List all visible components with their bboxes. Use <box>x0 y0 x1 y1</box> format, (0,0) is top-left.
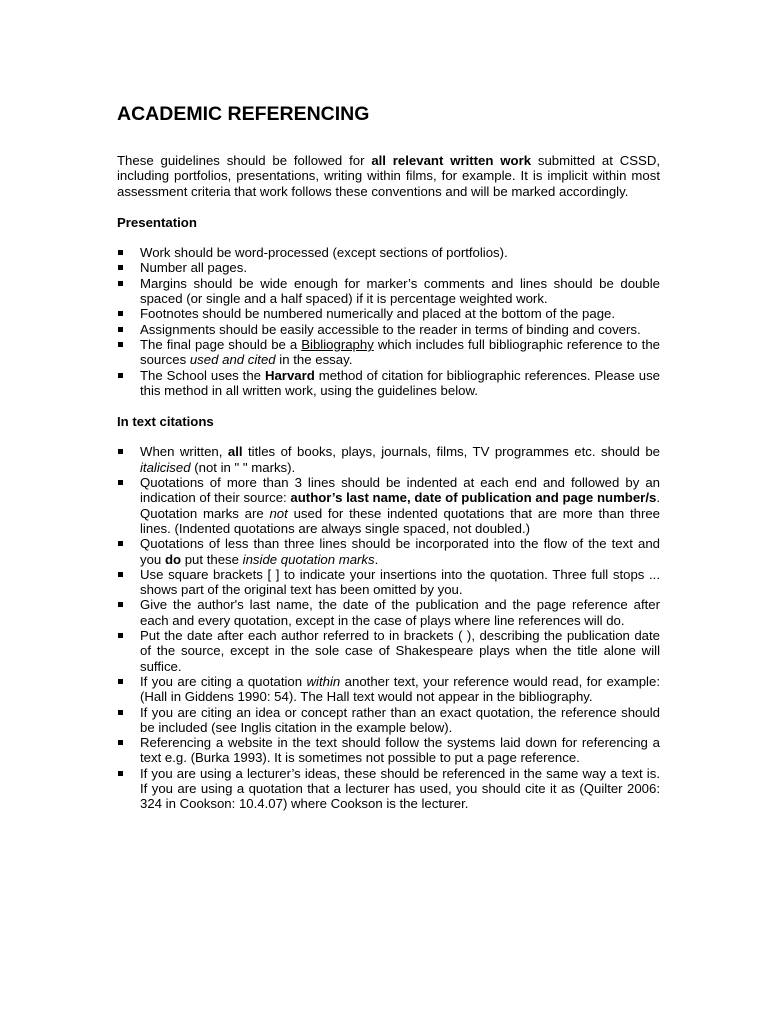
bullet-icon <box>118 633 123 638</box>
section-heading-presentation: Presentation <box>117 214 197 230</box>
list-item: If you are citing a quotation within another text, your reference would read, for example: (Hall in Giddens 1990: 54). The Hall text would not appear in the bibliography. <box>117 674 660 705</box>
bullet-icon <box>118 281 123 286</box>
list-item: Referencing a website in the text should follow the systems laid down for referencing a text e.g. (Burka 1993). It is sometimes not possible to put a page reference. <box>117 735 660 766</box>
list-item: Number all pages. <box>117 260 660 275</box>
citations-list <box>117 444 660 811</box>
bullet-icon <box>118 265 123 270</box>
bullet-icon <box>118 572 123 577</box>
page-title: ACADEMIC REFERENCING <box>117 103 370 125</box>
bullet-icon <box>118 602 123 607</box>
section-heading-in-text-citations: In text citations <box>117 414 214 430</box>
list-item: The School uses the Harvard method of citation for bibliographic references. Please use this method in all written work, using the guidelines below. <box>117 368 660 399</box>
bullet-icon <box>118 449 123 454</box>
list-item: Footnotes should be numbered numerically and placed at the bottom of the page. <box>117 306 660 321</box>
bullet-icon <box>118 250 123 255</box>
list-item: If you are citing an idea or concept rather than an exact quotation, the reference should be included (see Inglis citation in the example below). <box>117 705 660 736</box>
bullet-icon <box>118 327 123 332</box>
bullet-icon <box>118 480 123 485</box>
list-item: Work should be word-processed (except sections of portfolios). <box>117 245 660 260</box>
bullet-icon <box>118 311 123 316</box>
intro-bold: all relevant written work <box>371 153 532 168</box>
list-item: The final page should be a Bibliography which includes full bibliographic reference to the sources used and cited in the essay. <box>117 337 660 368</box>
bullet-icon <box>118 679 123 684</box>
intro-text-2: submitted at CSSD, including portfolios, presentations, writing within films, for example. It is implicit within most assessment criteria that work follows these conventions and will be marked accordingly. <box>117 153 661 199</box>
list-item: Use square brackets [ ] to indicate your insertions into the quotation. Three full stops ... shows part of the original text has been omitted by you. <box>117 567 660 598</box>
bullet-icon <box>118 771 123 776</box>
list-item: If you are using a lecturer’s ideas, these should be referenced in the same way a text is. If you are using a quotation that a lecturer has used, you should cite it as (Quilter 2006: 324 in Cookson: 10.4.07) where Cookson is the lecturer. <box>117 766 660 812</box>
bullet-icon <box>118 740 123 745</box>
list-item: Give the author's last name, the date of the publication and the page reference after each and every quotation, except in the case of plays where line references will do. <box>117 597 660 628</box>
list-item: Quotations of less than three lines should be incorporated into the flow of the text and you do put these inside quotation marks. <box>117 536 660 567</box>
bullet-icon <box>118 710 123 715</box>
list-item: Margins should be wide enough for marker’s comments and lines should be double spaced (or single and a half spaced) if it is percentage weighted work. <box>117 276 660 307</box>
bullet-icon <box>118 541 123 546</box>
list-item: Put the date after each author referred to in brackets ( ), describing the publication date of the source, except in the sole case of Shakespeare plays when the title alone will suffice. <box>117 628 660 674</box>
intro-paragraph <box>117 153 660 199</box>
intro-text: These guidelines should be followed for <box>117 153 372 168</box>
list-item: When written, all titles of books, plays, journals, films, TV programmes etc. should be italicised (not in " " marks). <box>117 444 660 475</box>
list-item: Assignments should be easily accessible to the reader in terms of binding and covers. <box>117 322 660 337</box>
bullet-icon <box>118 373 123 378</box>
presentation-list <box>117 245 660 398</box>
bullet-icon <box>118 342 123 347</box>
list-item: Quotations of more than 3 lines should be indented at each end and followed by an indication of their source: author’s last name, date of publication and page number/s. Quotation marks are not used for these indented quotations that are more than three lines. (Indented quotations are always single spaced, not doubled.) <box>117 475 660 536</box>
